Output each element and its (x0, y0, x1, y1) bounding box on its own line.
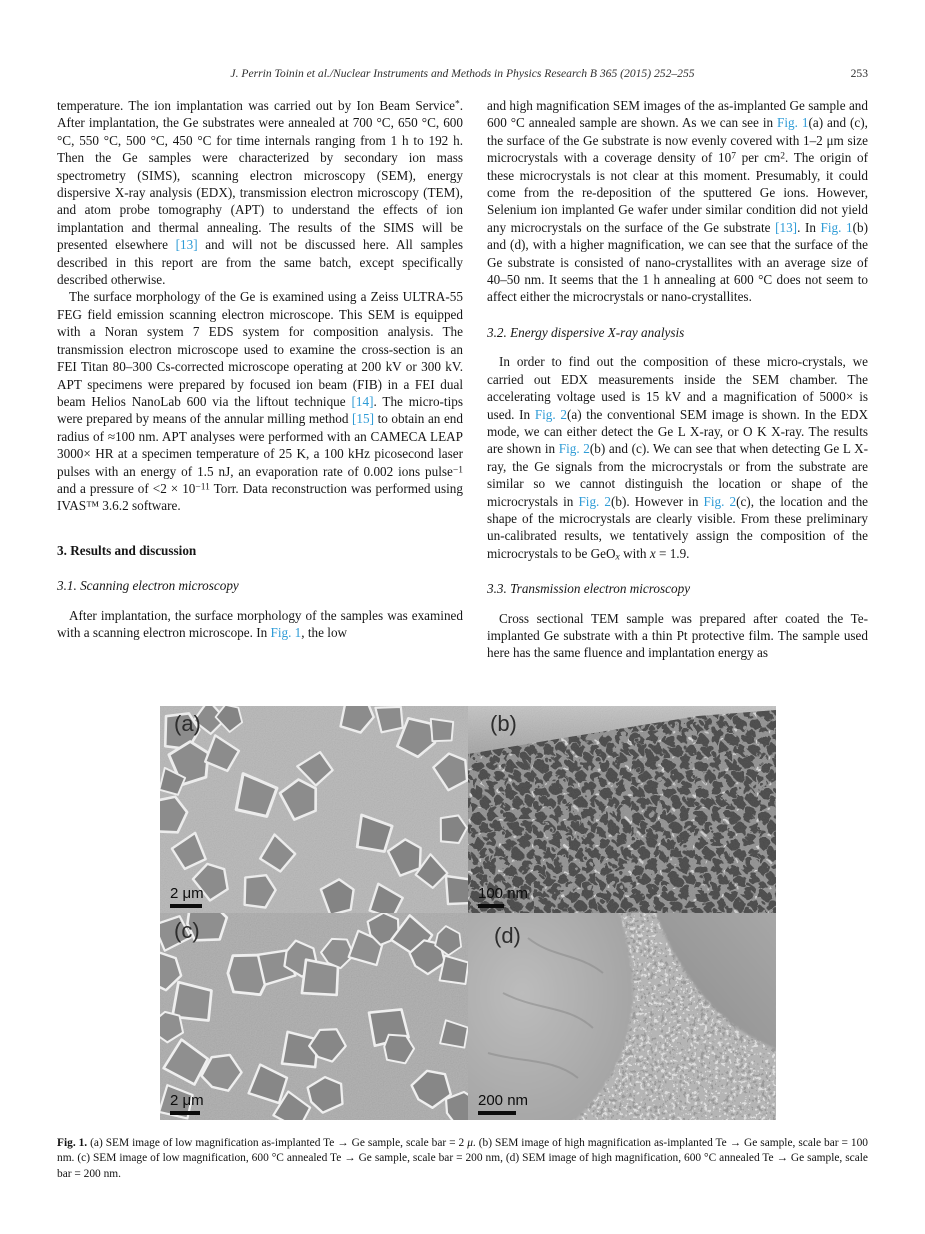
paragraph-methods-1 (57, 97, 463, 288)
scalebar-line-b (478, 904, 504, 908)
scalebar-line-a (170, 904, 202, 908)
scalebar-b (478, 885, 528, 908)
text-run: x (615, 552, 620, 563)
scalebar-text-b: 100 nm (478, 885, 529, 902)
citation-link[interactable]: Fig. 2 (578, 493, 612, 509)
sem-image-c (160, 913, 468, 1120)
paragraph-sem-1 (57, 607, 463, 642)
citation-link[interactable]: Fig. 2 (534, 406, 567, 422)
citation-link[interactable]: [15] (352, 411, 375, 427)
text-run: (c), the location and the shape of the microcrystals are clearly visible. From these preliminary un-calibrated results, we tentatively assign the composition of the microcrystals to be GeO (487, 493, 869, 561)
text-run: . In (797, 219, 821, 235)
left-column (57, 97, 463, 641)
text-run: and will not be discussed here. All samples described in this report are from the same batch, except specifically described otherwise. (57, 237, 464, 288)
figure-1 (160, 706, 776, 1120)
text-run: (b). However in (611, 493, 704, 509)
text-run: . (b) SEM image of high magnification as-implanted Te → Ge sample, scale bar = 100 nm. (c) SEM image of low magnification, 600 °C annealed Te → Ge sample, scale bar = 200 nm, (d) SEM image of high magnification, 600 °C annealed Te → Ge sample, scale bar = 200 nm. (57, 1137, 869, 1180)
subsection-heading-sem: 3.1. Scanning electron microscopy (57, 578, 239, 594)
text-run: and a pressure of <2 × 10 (57, 480, 196, 496)
text-run: * (454, 99, 460, 110)
text-run: 2 (780, 151, 785, 162)
scalebar-text-d: 200 nm (478, 1092, 529, 1109)
citation-link[interactable]: [14] (351, 393, 374, 409)
scalebar-d (478, 1092, 528, 1115)
text-run: with (619, 545, 650, 561)
text-run: to obtain an end radius of ≈100 nm. APT analyses were performed with an CAMECA LEAP 3000× HR at a specimen temperature of 25 K, a 100 kHz picosecond laser pulses with an energy of 1.5 nJ, an evaporation rate of 0.002 ions pulse (57, 411, 463, 479)
running-header (57, 67, 868, 80)
text-run: and high magnification SEM images of the as-implanted Ge sample and 600 °C annealed sample are shown. As we can see in (487, 98, 868, 131)
paragraph-sem-2 (487, 97, 868, 306)
sem-image-b (468, 706, 776, 913)
text-run: (a) SEM image of low magnification as-implanted Te → Ge sample, scale bar = 2 (87, 1137, 468, 1149)
text-run: (a) the conventional SEM image is shown. In the EDX mode, we can either detect the Ge L X-ray, or O K X-ray. The results are shown in (487, 406, 868, 457)
page-number: 253 (850, 67, 868, 80)
text-run: = 1.9. (655, 545, 690, 561)
sem-panel-a (160, 706, 468, 913)
text-run: temperature. The ion implantation was carried out by Ion Beam Service (57, 98, 455, 113)
text-run: (a) and (c), the surface of the Ge substrate is now evenly covered with 1–2 μm size microcrystals with a coverage density of 10 (487, 115, 868, 166)
right-column (487, 97, 868, 662)
citation-link[interactable]: Fig. 2 (558, 441, 590, 457)
text-run: Cross sectional TEM sample was prepared after coated the Te-implanted Ge substrate with a thin Pt protective film. The sample used here has the same fluence and implantation energy as (487, 610, 868, 661)
paragraph-tem (487, 610, 868, 662)
text-run: . The origin of these microcrystals is not clear at this moment. Presumably, it could come from the re-deposition of the sputtered Ge ions. However, Selenium ion implanted Ge wafer under similar condition did not yield any microcrystals on the surface of the Ge substrate (487, 150, 869, 235)
text-run: per cm (735, 150, 781, 166)
citation-link[interactable]: Fig. 2 (703, 493, 737, 509)
text-run: (b) and (d), with a higher magnification, we can see that the surface of the Ge substrate is consisted of nano-crystallites with an average size of 40–50 nm. It seems that the 1 h annealing at 600 °C does not seem to affect either the microcrystals or nano-crystallites. (487, 219, 868, 305)
text-run: . The micro-tips were prepared by means of the annular milling method (57, 393, 463, 427)
citation-link[interactable]: [13] (175, 237, 198, 253)
text-run: Fig. 1. (57, 1137, 88, 1149)
scalebar-line-c (170, 1111, 200, 1115)
sem-image-a (160, 706, 468, 913)
panel-label-b: (b) (490, 711, 517, 736)
sem-panel-c (160, 913, 468, 1120)
paragraph-edx (487, 353, 868, 562)
text-run: Torr. Data reconstruction was performed using IVAS™ 3.6.2 software. (57, 480, 463, 514)
scalebar-text-a: 2 μm (170, 885, 204, 902)
text-run: −11 (195, 482, 210, 493)
text-run: −1 (452, 465, 463, 476)
sem-panel-b (468, 706, 776, 913)
subsection-heading-edx: 3.2. Energy dispersive X-ray analysis (487, 324, 685, 340)
citation-link[interactable]: Fig. 1 (820, 219, 853, 235)
citation-link[interactable]: [13] (775, 219, 798, 235)
text-run: In order to find out the composition of these micro-crystals, we carried out EDX measurements inside the SEM chamber. The accelerating voltage used is 15 kV and a magnification of 5000× is used. In (487, 354, 868, 422)
journal-header-text: J. Perrin Toinin et al./Nuclear Instruments and Methods in Physics Research B 365 (2015) 252–255 (230, 67, 695, 80)
section-heading-results: 3. Results and discussion (57, 542, 197, 558)
figure-caption (57, 1136, 868, 1182)
citation-link[interactable]: Fig. 1 (777, 115, 809, 131)
sem-panel-d (468, 913, 776, 1120)
scalebar-c (170, 1092, 204, 1115)
text-run: The surface morphology of the Ge is examined using a Zeiss ULTRA-55 FEG field emission scanning electron microscope. This SEM is equipped with a Noran system 7 EDS system for composition analysis. The transmission electron microscope used to examine the cross-section is an FEI Titan 80–300 Cs-corrected microscope operating at 200 kV or 300 kV. APT specimens were prepared by focused ion beam (FIB) in a FEI dual beam Helios NanoLab 600 via the liftout technique (57, 289, 463, 409)
panel-label-a: (a) (174, 711, 201, 736)
subsection-heading-tem: 3.3. Transmission electron microscopy (487, 581, 691, 597)
scalebar-text-c: 2 μm (170, 1092, 204, 1109)
panel-label-d: (d) (494, 923, 521, 948)
text-run: , the low (301, 624, 348, 640)
text-run: After implantation, the surface morphology of the samples was examined with a scanning electron microscope. In (57, 607, 463, 640)
text-run: μ (467, 1137, 473, 1149)
citation-link[interactable]: Fig. 1 (270, 624, 302, 640)
text-run: x (649, 545, 656, 561)
scalebar-line-d (478, 1111, 516, 1115)
text-run: 7 (731, 151, 736, 162)
panel-label-c: (c) (174, 918, 200, 943)
text-run: (b) and (c). We can see that when detecting Ge L X-ray, the Ge signals from the microcrystals or from the substrate are similar so we cannot distinguish the location or shape of the microcrystals in (487, 441, 869, 509)
text-run: . After implantation, the Ge substrates were annealed at 700 °C, 650 °C, 600 °C, 550 °C, 500 °C, 450 °C for time internals ranging from 1 h to 192 h. Then the Ge samples were characterized by secondary ion mass spectrometry (SIMS), scanning electron microscopy (SEM), energy dispersive X-ray analysis (EDX), transmission electron microscopy (TEM), and atom probe tomography (APT) to understand the effects of ion implantation and thermal annealing. The results of the SIMS will be presented elsewhere (57, 98, 463, 253)
scalebar-a (170, 885, 204, 908)
paragraph-methods-2 (57, 288, 463, 514)
